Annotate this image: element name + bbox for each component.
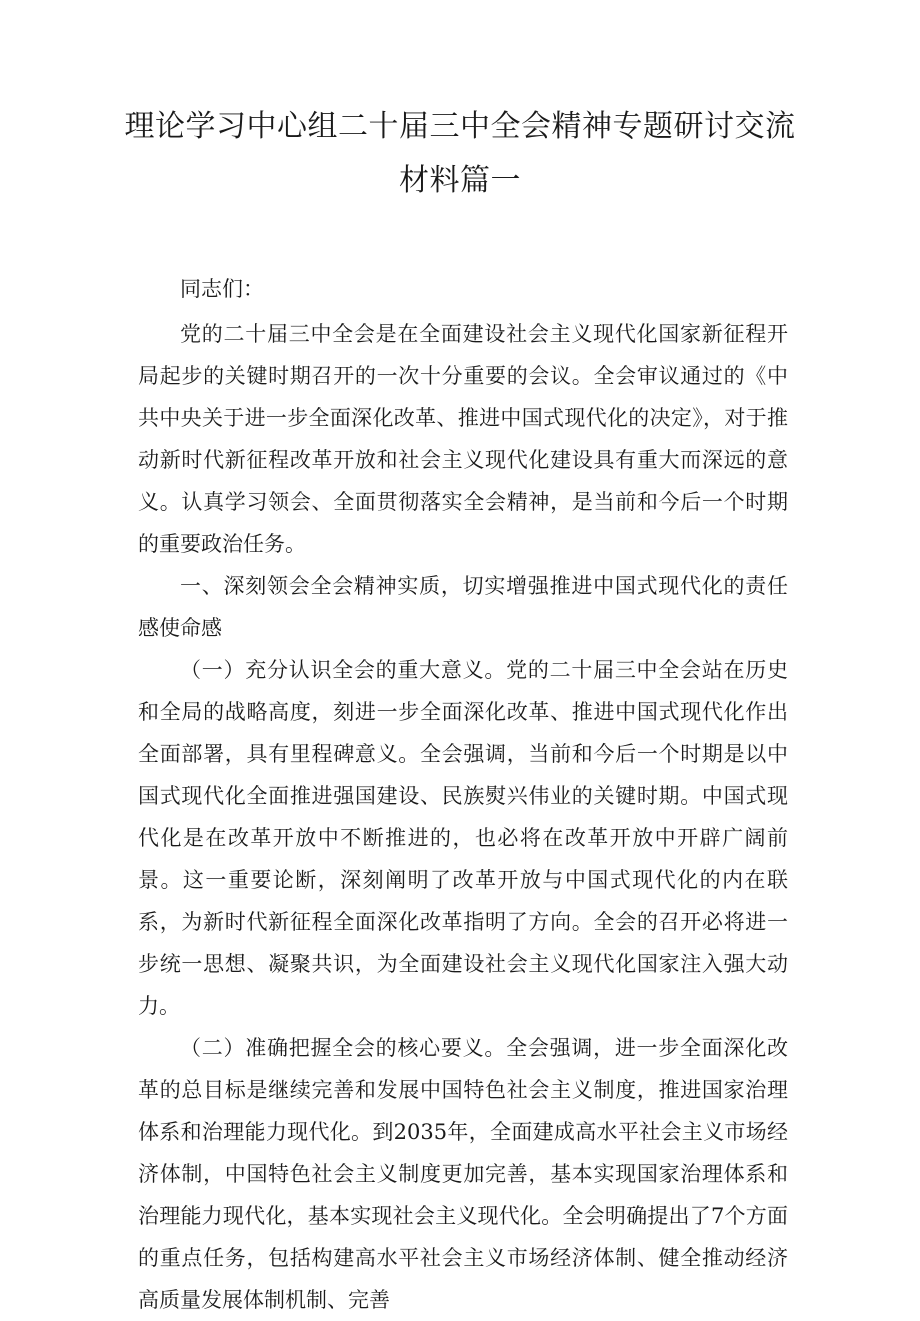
- section-heading-1: 一、深刻领会全会精神实质，切实增强推进中国式现代化的责任感使命感: [138, 574, 788, 640]
- paragraph-subsection-1: （一）充分认识全会的重大意义。党的二十届三中全会站在历史和全局的战略高度，刻进一步全面深化改革、推进中国式现代化作出全面部署，具有里程碑意义。全会强调，当前和今后一个时期是以中国式现代化全面推进强国建设、民族熨兴伟业的关键时期。中国式现代化是在改革开放中不断推进的，也必将在改革开放中开辟广阔前景。这一重要论断，深刻阐明了改革开放与中国式现代化的内在联系，为新时代新征程全面深化改革指明了方向。全会的召开必将进一步统一思想、凝聚共识，为全面建设社会主义现代化国家注入强大动力。: [138, 658, 788, 1018]
- document-body: [138, 268, 788, 1321]
- document-title-line-1: 理论学习中心组二十届三中全会精神专题研讨交流: [124, 109, 796, 144]
- paragraph-subsection-2: （二）准确把握全会的核心要义。全会强调，进一步全面深化改革的总目标是继续完善和发展中国特色社会主义制度，推进国家治理体系和治理能力现代化。到2035年，全面建成高水平社会主义市场经济体制，中国特色社会主义制度更加完善，基本实现国家治理体系和治理能力现代化，基本实现社会主义现代化。全会明确提出了7个方面的重点任务，包括构建高水平社会主义市场经济体制、健全推动经济高质量发展体制机制、完善: [138, 1036, 788, 1312]
- paragraph-intro: 党的二十届三中全会是在全面建设社会主义现代化国家新征程开局起步的关键时期召开的一次十分重要的会议。全会审议通过的《中共中央关于进一步全面深化改革、推进中国式现代化的决定》，对于推动新时代新征程改革开放和社会主义现代化建设具有重大而深远的意义。认真学习领会、全面贯彻落实全会精神，是当前和今后一个时期的重要政治任务。: [138, 322, 788, 556]
- document-title-line-2: 材料篇一: [399, 163, 521, 198]
- salutation: 同志们：: [180, 277, 264, 301]
